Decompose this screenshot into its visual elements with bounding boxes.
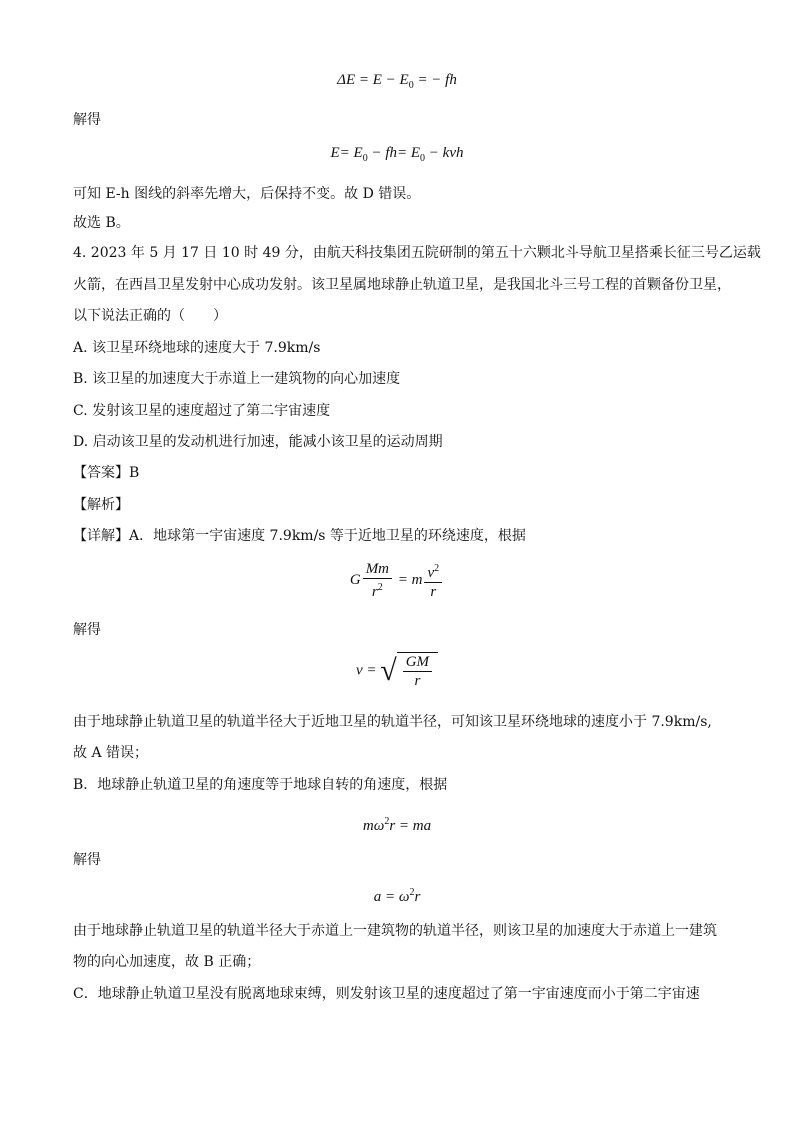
text-reason-1: 由于地球静止轨道卫星的轨道半径大于近地卫星的轨道半径，可知该卫星环绕地球的速度小于 7.9km/s, xyxy=(73,714,712,730)
text-b-intro: B．地球静止轨道卫星的角速度等于地球自转的角速度，根据 xyxy=(73,777,448,793)
option-c: C. 发射该卫星的速度超过了第二宇宙速度 xyxy=(73,403,331,419)
text-conclusion-d: 可知 E-h 图线的斜率先增大，后保持不变。故 D 错误。 xyxy=(73,186,421,202)
text-jiede-2: 解得 xyxy=(73,622,101,638)
question-4-line-1: 4. 2023 年 5 月 17 日 10 时 49 分，由航天科技集团五院研制的第五十六颗北斗导航卫星搭乘长征三号乙运载 xyxy=(73,245,761,261)
analysis-tag: 【解析】 xyxy=(73,497,129,513)
equation-acceleration: $a = \omega^2r$ xyxy=(373,887,421,905)
equation-centripetal: $m\omega^2r$ = ma xyxy=(362,816,432,834)
detail-a-line xyxy=(73,526,526,546)
text-a-wrong: 故 A 错误； xyxy=(73,745,149,761)
option-a: A. 该卫星环绕地球的速度大于 7.9km/s xyxy=(73,340,321,356)
detail-a-text: A．地球第一宇宙速度 7.9km/s 等于近地卫星的环绕速度，根据 xyxy=(129,528,526,544)
text-reason-2: 由于地球静止轨道卫星的轨道半径大于赤道上一建筑物的轨道半径，则该卫星的加速度大于赤道上一建筑 xyxy=(73,923,717,939)
question-4-line-2: 火箭，在西昌卫星发射中心成功发射。该卫星属地球静止轨道卫星，是我国北斗三号工程的首颗备份卫星， xyxy=(73,277,731,293)
question-4-line-3: 以下说法正确的（ ） xyxy=(73,308,227,324)
answer-value: B xyxy=(129,465,140,481)
text-jiede-3: 解得 xyxy=(73,852,101,868)
equation-velocity: v = √ $\frac{GM}{r}$ xyxy=(0,652,794,690)
answer-tag: 【答案】 xyxy=(73,465,129,481)
text-c-intro: C．地球静止轨道卫星没有脱离地球束缚，则发射该卫星的速度超过了第一宇宙速度而小于第二宇宙速 xyxy=(73,986,700,1002)
equation-energy-change: $\Delta E = E - E_0$ = − fh xyxy=(337,72,457,91)
detail-tag: 【详解】 xyxy=(73,528,129,544)
text-b-correct: 物的向心加速度，故 B 正确； xyxy=(73,954,261,970)
option-b: B. 该卫星的加速度大于赤道上一建筑物的向心加速度 xyxy=(73,371,401,387)
answer-line xyxy=(73,463,139,483)
equation-energy: $E= E_0 - fh= E_0$ − kvh xyxy=(330,145,464,164)
text-choose-b: 故选 B。 xyxy=(73,215,130,231)
equation-gravity: G $\frac{Mm}{r^2}$ = m $\frac{v^2}{r}$ xyxy=(0,560,794,601)
option-d: D. 启动该卫星的发动机进行加速，能减小该卫星的运动周期 xyxy=(73,434,443,450)
text-jiede-1: 解得 xyxy=(73,112,101,128)
